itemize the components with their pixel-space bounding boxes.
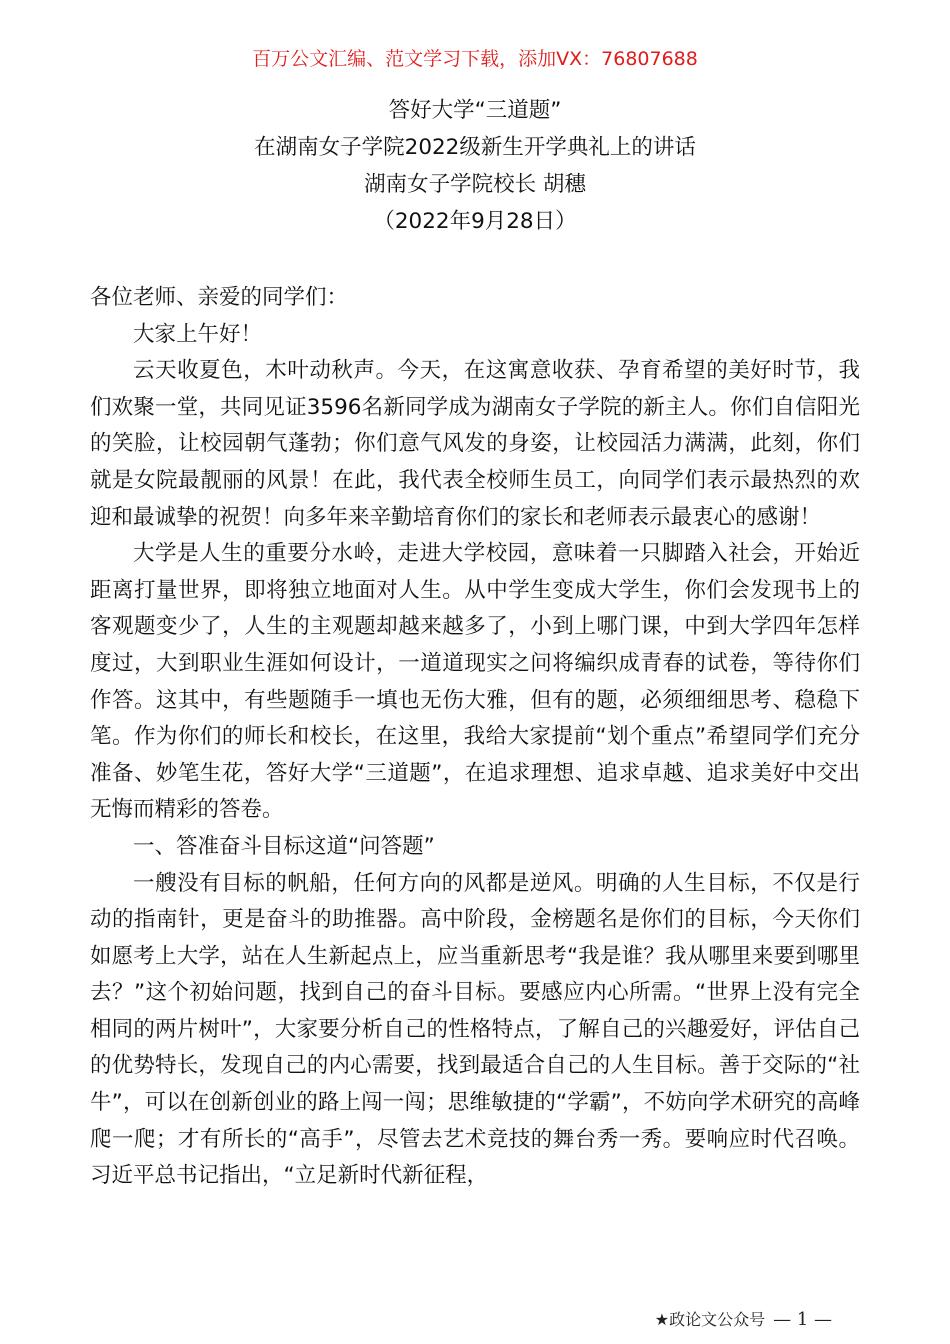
salutation: 各位老师、亲爱的同学们： [90, 285, 349, 310]
page-number: — 1 — [773, 1309, 832, 1330]
footer-source: ★政论文公众号 [654, 1310, 766, 1329]
document-body [90, 280, 860, 1195]
document-author: 湖南女子学院校长 胡穗 [364, 172, 586, 197]
paragraph-welcome: 云天收夏色，木叶动秋声。今天，在这寓意收获、孕育希望的美好时节，我们欢聚一堂，共同见证3596名新同学成为湖南女子学院的新主人。你们自信阳光的笑脸，让校园朝气蓬勃；你们意气风发的身姿，让校园活力满满，此刻，你们就是女院最靓丽的风景！在此，我代表全校师生员工，向同学们表示最热烈的欢迎和最诚挚的祝贺！向多年来辛勤培育你们的家长和老师表示最衷心的感谢！ [90, 358, 860, 530]
section-heading-1: 一、答准奋斗目标这道“问答题” [133, 833, 435, 859]
document-date: （2022年9月28日） [373, 209, 577, 234]
paragraph-greeting: 大家上午好！ [133, 321, 263, 347]
page-footer [655, 1308, 832, 1332]
document-subtitle: 在湖南女子学院2022级新生开学典礼上的讲话 [254, 135, 696, 160]
title-block [0, 92, 950, 240]
header-banner: 百万公文汇编、范文学习下载，添加VX：76807688 [252, 48, 698, 70]
paragraph-introduction: 大学是人生的重要分水岭，走进大学校园，意味着一只脚踏入社会，开始近距离打量世界，即将独立地面对人生。从中学生变成大学生，你们会发现书上的客观题变少了，人生的主观题却越来越多了，小到上哪门课，中到大学四年怎样度过，大到职业生涯如何设计，一道道现实之问将编织成青春的试卷，等待你们作答。这其中，有些题随手一填也无伤大雅，但有的题，必须细细思考、稳稳下笔。作为你们的师长和校长，在这里，我给大家提前“划个重点”希望同学们充分准备、妙笔生花，答好大学“三道题”，在追求理想、追求卓越、追求美好中交出无悔而精彩的答卷。 [90, 541, 860, 823]
paragraph-section-1: 一艘没有目标的帆船，任何方向的风都是逆风。明确的人生目标，不仅是行动的指南针，更是奋斗的助推器。高中阶段，金榜题名是你们的目标，今天你们如愿考上大学，站在人生新起点上，应当重新思考“我是谁？我从哪里来要到哪里去？”这个初始问题，找到自己的奋斗目标。要感应内心所需。“世界上没有完全相同的两片树叶”，大家要分析自己的性格特点，了解自己的兴趣爱好，评估自己的优势特长，发现自己的内心需要，找到最适合自己的人生目标。善于交际的“社牛”，可以在创新创业的路上闯一闯；思维敏捷的“学霸”，不妨向学术研究的高峰爬一爬；才有所长的“高手”，尽管去艺术竞技的舞台秀一秀。要响应时代召唤。习近平总书记指出，“立足新时代新征程， [90, 870, 860, 1189]
document-title: 答好大学“三道题” [388, 98, 562, 123]
